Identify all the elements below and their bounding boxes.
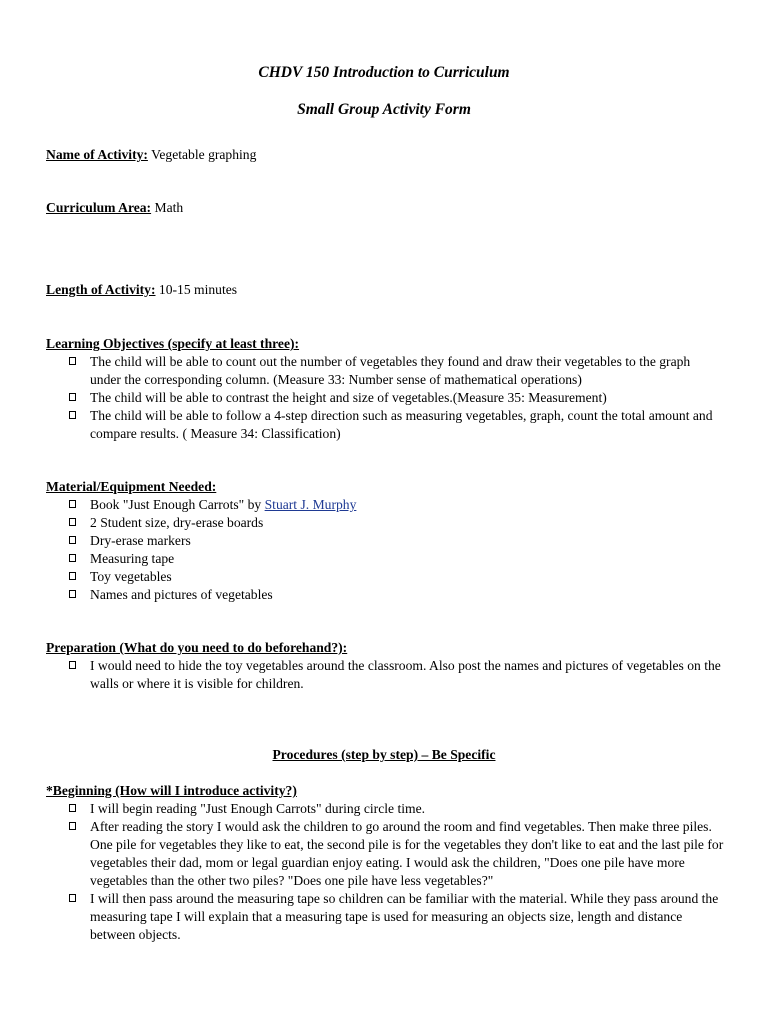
checkbox-bullet-icon [69, 661, 76, 669]
activity-length-label: Length of Activity: [46, 282, 156, 297]
objective-text: The child will be able to count out the number of vegetables they found and draw their vegetables to the graph under the corresponding column. (Measure 33: Number sense of mathematical operations) [90, 354, 691, 387]
procedure-text: I will begin reading "Just Enough Carrots" during circle time. [90, 801, 426, 816]
checkbox-bullet-icon [69, 572, 76, 580]
checkbox-bullet-icon [69, 822, 76, 830]
procedure-text: I will then pass around the measuring tape so children can be familiar with the material. While they pass around the measuring tape I will explain that a measuring tape is used for measuring an objects size, length and distance between objects. [90, 891, 719, 942]
checkbox-bullet-icon [69, 357, 76, 365]
activity-name-field [46, 146, 256, 164]
activity-length-value: 10-15 minutes [158, 282, 238, 297]
materials-heading: Material/Equipment Needed: [46, 479, 217, 494]
list-item [68, 890, 724, 944]
document-subtitle: Small Group Activity Form [297, 101, 471, 118]
curriculum-area-field [46, 199, 183, 217]
procedure-text: After reading the story I would ask the children to go around the room and find vegetables. Then make three piles. One pile for vegetables they like to eat, the second pile is for the vegetables they don't like to eat and the last pile for vegetables their dad, mom or legal guardian enjoy eating. I would ask the children, "Does one pile have more vegetables than the other two piles? "Does one pile have less vegetables?" [90, 819, 724, 888]
objectives-list [68, 353, 724, 443]
objective-text: The child will be able to follow a 4-step direction such as measuring vegetables, graph, count the total amount and compare results. ( Measure 34: Classification) [90, 408, 713, 441]
objective-text: The child will be able to contrast the height and size of vegetables.(Measure 35: Measurement) [90, 390, 607, 405]
activity-length-field [46, 281, 237, 299]
checkbox-bullet-icon [69, 894, 76, 902]
preparation-heading: Preparation (What do you need to do beforehand?): [46, 640, 348, 655]
material-text: Dry-erase markers [90, 533, 191, 548]
curriculum-area-value: Math [154, 200, 184, 215]
list-item [68, 532, 724, 550]
checkbox-bullet-icon [69, 590, 76, 598]
material-text: Book "Just Enough Carrots" by [90, 497, 265, 512]
checkbox-bullet-icon [69, 500, 76, 508]
checkbox-bullet-icon [69, 411, 76, 419]
checkbox-bullet-icon [69, 393, 76, 401]
curriculum-area-label: Curriculum Area: [46, 200, 152, 215]
beginning-heading: *Beginning (How will I introduce activity?) [46, 783, 297, 798]
material-text: Measuring tape [90, 551, 175, 566]
list-item [68, 496, 724, 514]
list-item [68, 550, 724, 568]
list-item [68, 407, 724, 443]
list-item [68, 389, 724, 407]
preparation-list [68, 657, 724, 693]
preparation-text: I would need to hide the toy vegetables around the classroom. Also post the names and pictures of vegetables on the walls or where it is visible for children. [90, 658, 721, 691]
list-item [68, 657, 724, 693]
list-item [68, 586, 724, 604]
list-item [68, 800, 724, 818]
list-item [68, 568, 724, 586]
list-item [68, 818, 724, 890]
list-item [68, 514, 724, 532]
objectives-heading: Learning Objectives (specify at least three): [46, 336, 300, 351]
checkbox-bullet-icon [69, 554, 76, 562]
document-title: CHDV 150 Introduction to Curriculum [258, 64, 510, 81]
list-item [68, 353, 724, 389]
activity-name-label: Name of Activity: [46, 147, 148, 162]
materials-list [68, 496, 724, 604]
procedures-list [68, 800, 724, 944]
checkbox-bullet-icon [69, 536, 76, 544]
procedures-heading: Procedures (step by step) – Be Specific [272, 747, 496, 762]
activity-name-value: Vegetable graphing [151, 147, 257, 162]
material-text: Toy vegetables [90, 569, 172, 584]
checkbox-bullet-icon [69, 518, 76, 526]
author-link[interactable]: Stuart J. Murphy [264, 497, 357, 512]
material-text: 2 Student size, dry-erase boards [90, 515, 264, 530]
material-text: Names and pictures of vegetables [90, 587, 273, 602]
checkbox-bullet-icon [69, 804, 76, 812]
